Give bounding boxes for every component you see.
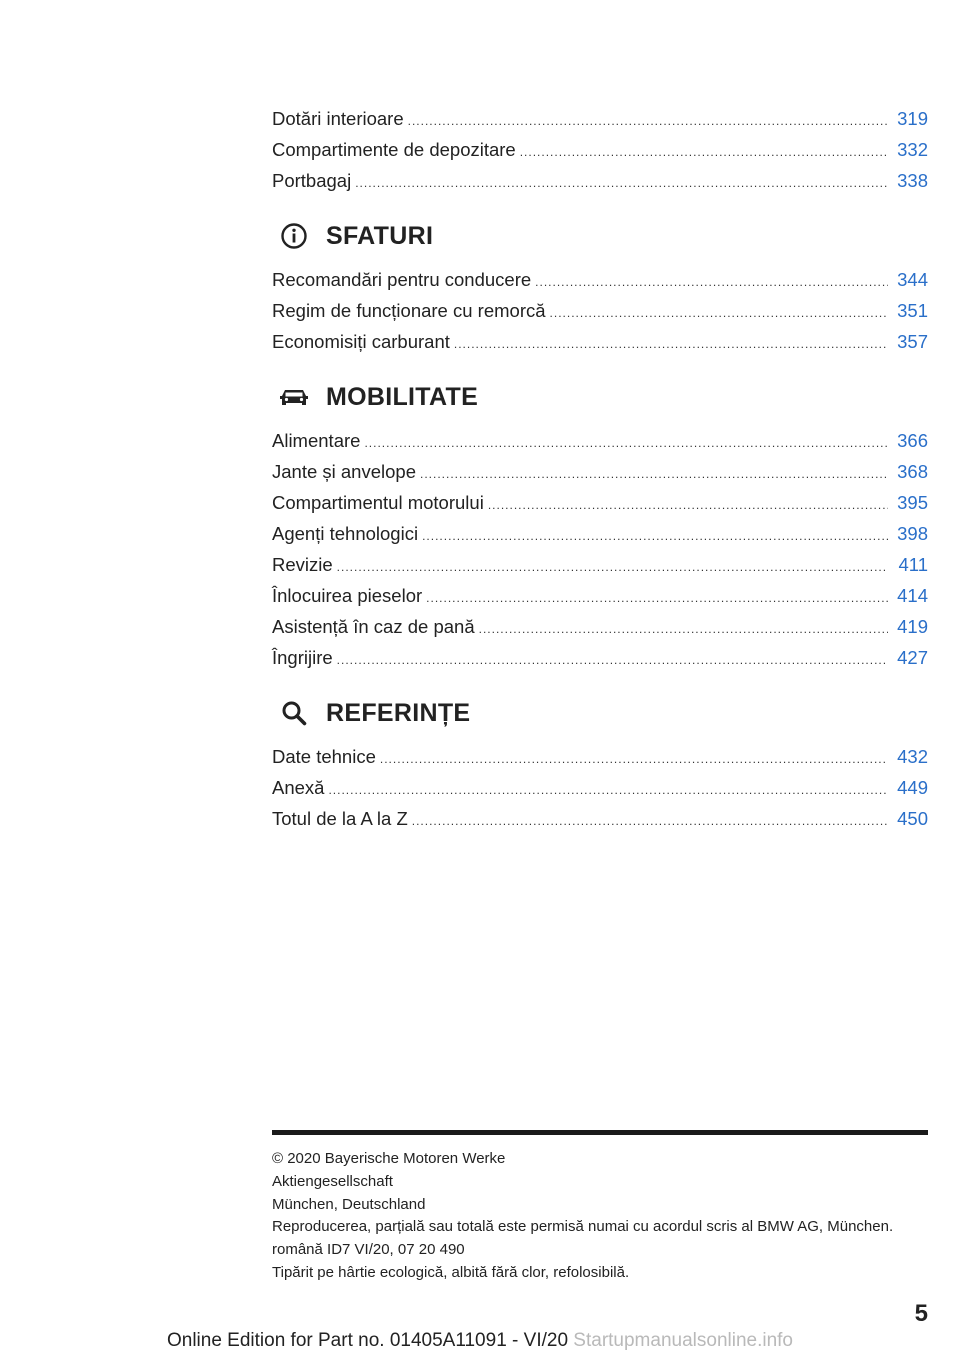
toc-entry-page[interactable]: 366	[897, 430, 928, 451]
toc-entry-title: Jante și anvelope	[272, 461, 416, 482]
section-heading-referinte	[272, 687, 928, 739]
toc-entry-title: Date tehnice	[272, 746, 376, 767]
divider-rule	[272, 1130, 928, 1135]
toc-entry-title: Portbagaj	[272, 170, 352, 191]
toc-entry-page[interactable]: 319	[897, 108, 928, 129]
imprint-line: Tipărit pe hârtie ecologică, albită fără clor, refolosibilă.	[272, 1263, 630, 1281]
search-icon	[276, 698, 312, 728]
dot-leader	[337, 645, 888, 676]
dot-leader	[412, 806, 888, 837]
dot-leader	[454, 329, 888, 360]
toc-entry-page[interactable]: 411	[898, 554, 928, 575]
footer	[0, 1330, 960, 1352]
toc-entry-page[interactable]: 357	[897, 331, 928, 352]
toc-entry[interactable]	[272, 772, 928, 803]
toc-entry-page[interactable]: 450	[897, 808, 928, 829]
toc-entry-title: Economisiți carburant	[272, 331, 450, 352]
toc-entry[interactable]	[272, 642, 928, 673]
toc-entry[interactable]	[272, 165, 928, 196]
dot-leader	[520, 137, 888, 168]
imprint-line: Reproducerea, parțială sau totală este permisă numai cu acordul scris al BMW AG, München.	[272, 1218, 894, 1236]
section-title: REFERINȚE	[326, 698, 471, 727]
toc-entry-title: Compartimentul motorului	[272, 492, 484, 513]
dot-leader	[408, 106, 888, 137]
toc-entry-page[interactable]: 398	[897, 523, 928, 544]
dot-leader	[328, 775, 888, 806]
toc-entry[interactable]	[272, 326, 928, 357]
page-number: 5	[914, 1300, 928, 1327]
dot-leader	[380, 744, 888, 775]
dot-leader	[479, 614, 888, 645]
toc-entry-title: Înlocuirea pieselor	[272, 585, 423, 606]
toc-entry[interactable]	[272, 295, 928, 326]
section-title: SFATURI	[326, 221, 434, 250]
toc-entry[interactable]	[272, 456, 928, 487]
toc-entry-title: Revizie	[272, 554, 333, 575]
toc-entry[interactable]	[272, 580, 928, 611]
toc-entry-title: Regim de funcționare cu remorcă	[272, 300, 546, 321]
edition-text: Online Edition for Part no. 01405A11091 - VI/20	[166, 1330, 569, 1351]
toc-entry[interactable]	[272, 803, 928, 834]
watermark: Startupmanualsonline.info	[573, 1330, 793, 1351]
toc-entry-page[interactable]: 432	[897, 746, 928, 767]
car-icon	[276, 382, 312, 412]
toc-entry[interactable]	[272, 264, 928, 295]
toc-entry-title: Alimentare	[272, 430, 361, 451]
dot-leader	[426, 583, 888, 614]
toc-entry-title: Recomandări pentru conducere	[272, 269, 532, 290]
toc-entry[interactable]	[272, 741, 928, 772]
imprint-line: română ID7 VI/20, 07 20 490	[272, 1241, 465, 1259]
toc-entry-page[interactable]: 351	[897, 300, 928, 321]
toc-entry-page[interactable]: 419	[897, 616, 928, 637]
imprint-line: Aktiengesellschaft	[272, 1172, 393, 1190]
toc-entry-title: Anexă	[272, 777, 325, 798]
toc-entry[interactable]	[272, 425, 928, 456]
dot-leader	[364, 428, 888, 459]
dot-leader	[420, 459, 888, 490]
dot-leader	[535, 267, 888, 298]
toc-entry[interactable]	[272, 549, 928, 580]
toc-entry[interactable]	[272, 103, 928, 134]
toc-entry[interactable]	[272, 487, 928, 518]
toc-entry-page[interactable]: 368	[897, 461, 928, 482]
toc-entry-title: Agenți tehnologici	[272, 523, 419, 544]
section-title: MOBILITATE	[326, 382, 479, 411]
table-of-contents	[272, 103, 928, 834]
toc-entry-page[interactable]: 427	[897, 647, 928, 668]
dot-leader	[355, 168, 888, 199]
dot-leader	[337, 552, 888, 583]
toc-entry-title: Îngrijire	[272, 647, 333, 668]
toc-entry-title: Dotări interioare	[272, 108, 404, 129]
toc-entry-page[interactable]: 332	[897, 139, 928, 160]
toc-entry-page[interactable]: 344	[897, 269, 928, 290]
section-heading-sfaturi	[272, 210, 928, 262]
section-heading-mobilitate	[272, 371, 928, 423]
toc-entry-page[interactable]: 338	[897, 170, 928, 191]
dot-leader	[488, 490, 888, 521]
toc-entry[interactable]	[272, 134, 928, 165]
toc-entry-page[interactable]: 395	[897, 492, 928, 513]
dot-leader	[422, 521, 888, 552]
toc-entry-page[interactable]: 414	[897, 585, 928, 606]
toc-entry[interactable]	[272, 611, 928, 642]
imprint-line: München, Deutschland	[272, 1195, 426, 1213]
info-icon	[276, 221, 312, 251]
toc-entry[interactable]	[272, 518, 928, 549]
toc-entry-title: Totul de la A la Z	[272, 808, 408, 829]
dot-leader	[550, 298, 888, 329]
toc-entry-title: Compartimente de depozitare	[272, 139, 516, 160]
imprint-line: © 2020 Bayerische Motoren Werke	[272, 1150, 506, 1167]
toc-entry-title: Asistență în caz de pană	[272, 616, 475, 637]
toc-entry-page[interactable]: 449	[897, 777, 928, 798]
imprint	[272, 1148, 932, 1285]
